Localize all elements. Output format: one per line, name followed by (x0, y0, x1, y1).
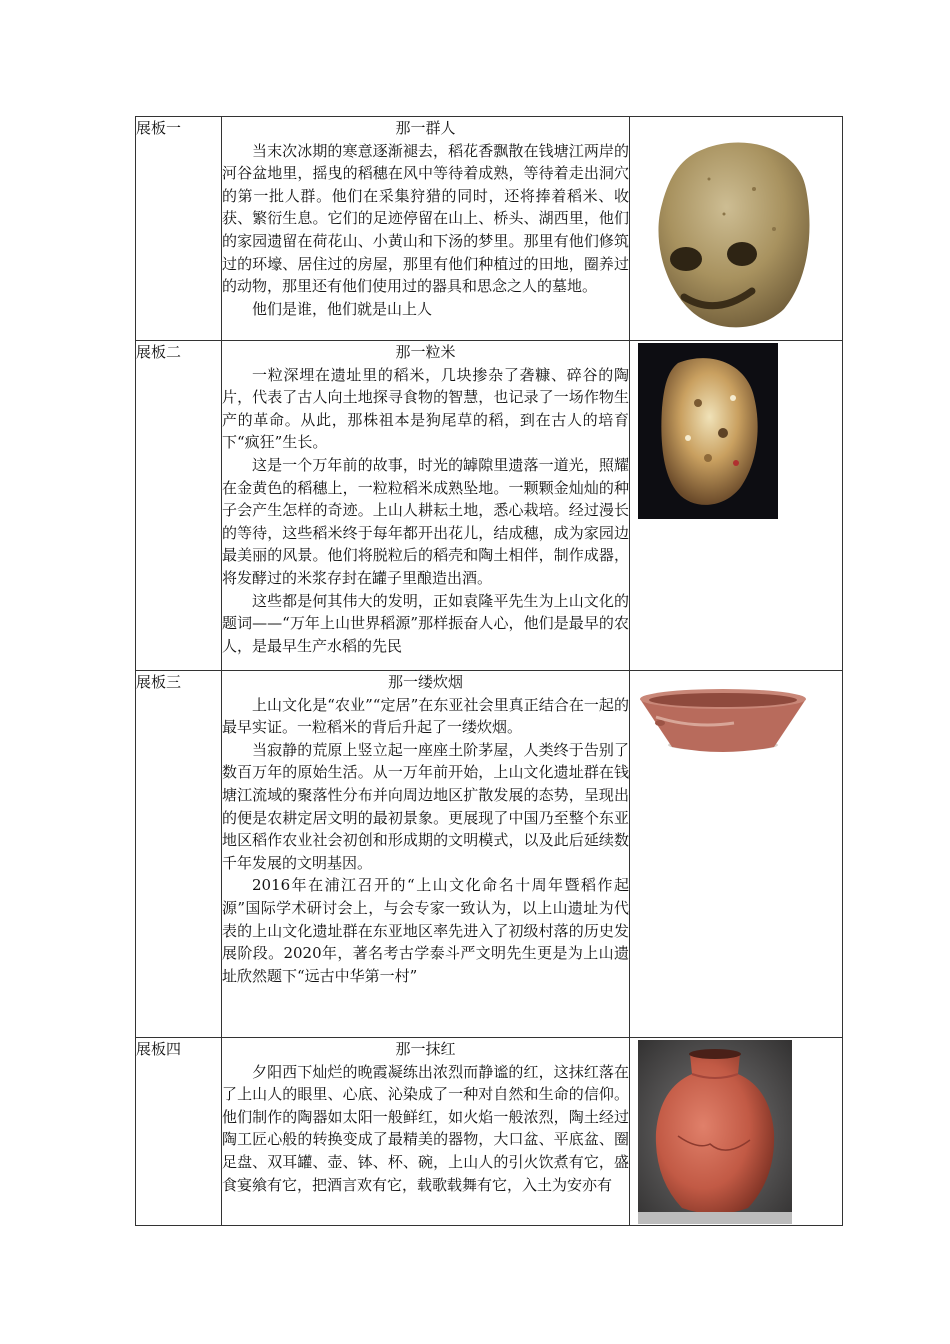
panel-paragraph: 上山文化是“农业”“定居”在东亚社会里真正结合在一起的最早实证。一粒稻米的背后升起了一缕炊烟。 (222, 695, 629, 737)
panel-row-2 (136, 341, 843, 671)
carved-stone-face-artifact-image (634, 119, 840, 339)
panel-image-cell (630, 1038, 843, 1226)
panel-paragraph: 夕阳西下灿烂的晚霞凝练出浓烈而静谧的红，这抹红落在了上山人的眼里、心底、沁染成了一种对自然和生命的信仰。他们制作的陶器如太阳一般鲜红，如火焰一般浓烈，陶土经过陶工匠心般的转换变成了最精美的器物，大口盆、平底盆、圈足盘、双耳罐、壶、钵、杯、碗，上山人的引火饮煮有它，盛食宴飨有它，把酒言欢有它，载歌载舞有它，入土为安亦有 (222, 1062, 629, 1194)
panel-paragraph: 这是一个万年前的故事，时光的罅隙里遗落一道光，照耀在金黄色的稻穗上，一粒粒稻米成熟坠地。一颗颗金灿灿的种子会产生怎样的奇迹。上山人耕耘土地，悉心栽培。经过漫长的等待，这些稻米终于每年都开出花儿，结成穗，成为家园边最美丽的风景。他们将脱粒后的稻壳和陶土相伴，制作成器，将发酵过的米浆存封在罐子里酿造出酒。 (222, 455, 629, 587)
panel-text-cell (222, 117, 630, 341)
panel-title: 那一缕炊烟 (387, 673, 463, 691)
panel-title: 那一粒米 (395, 343, 456, 361)
panel-row-3 (136, 671, 843, 1038)
panel-image-cell (630, 671, 843, 1038)
panel-image-cell (630, 117, 843, 341)
panel-text-cell (222, 1038, 630, 1226)
panel-title: 那一抹红 (395, 1040, 456, 1058)
panel-paragraph: 他们是谁，他们就是山上人 (252, 299, 433, 318)
panel-paragraph: 2016年在浦江召开的“上山文化命名十周年暨稻作起源”国际学术研讨会上，与会专家一致认为，以上山遗址为代表的上山文化遗址群在东亚地区率先进入了初级村落的历史发展阶段。2020年，著名考古学泰斗严文明先生更是为上山遗址欣然题下“远古中华第一村” (222, 876, 629, 985)
panel-text-cell (222, 341, 630, 671)
panel-paragraph: 这些都是何其伟大的发明，正如袁隆平先生为上山文化的题词——“万年上山世界稻源”那样振奋人心，他们是最早的农人，是最早生产水稻的先民 (222, 591, 629, 655)
panel-label: 展板一 (136, 117, 222, 341)
panel-text-cell (222, 671, 630, 1038)
panel-paragraph: 当末次冰期的寒意逐渐褪去，稻花香飘散在钱塘江两岸的河谷盆地里，摇曳的稻穗在风中等待着成熟，等待着走出洞穴的第一批人群。他们在采集狩猎的同时，还将捧着稻米、收获、繁衍生息。它们的足迹停留在山上、桥头、湖西里，他们的家园遗留在荷花山、小黄山和下汤的梦里。那里有他们修筑过的环壕、居住过的房屋，那里有他们种植过的田地，圈养过的动物，那里还有他们使用过的器具和思念之人的墓地。 (222, 141, 629, 296)
red-pottery-jar-image (638, 1040, 792, 1224)
red-pottery-basin-image (634, 683, 812, 769)
panel-label: 展板四 (136, 1038, 222, 1226)
panel-label: 展板二 (136, 341, 222, 671)
panel-row-4 (136, 1038, 843, 1226)
panel-title: 那一群人 (395, 119, 456, 137)
pottery-shard-image (638, 343, 778, 519)
panel-label: 展板三 (136, 671, 222, 1038)
panel-paragraph: 一粒深埋在遗址里的稻米，几块掺杂了砻糠、碎谷的陶片，代表了古人向土地探寻食物的智慧，也记录了一场作物生产的革命。从此，那株祖本是狗尾草的稻，到在古人的培育下“疯狂”生长。 (222, 365, 629, 452)
exhibit-panels-table (135, 116, 843, 1226)
panel-row-1 (136, 117, 843, 341)
panel-paragraph: 当寂静的荒原上竖立起一座座土阶茅屋，人类终于告别了数百万年的原始生活。从一万年前开始，上山文化遗址群在钱塘江流域的聚落性分布并向周边地区扩散发展的态势，呈现出的便是农耕定居文明的最初景象。更展现了中国乃至整个东亚地区稻作农业社会初创和形成期的文明模式，以及此后延续数千年发展的文明基因。 (222, 740, 629, 872)
panel-image-cell (630, 341, 843, 671)
